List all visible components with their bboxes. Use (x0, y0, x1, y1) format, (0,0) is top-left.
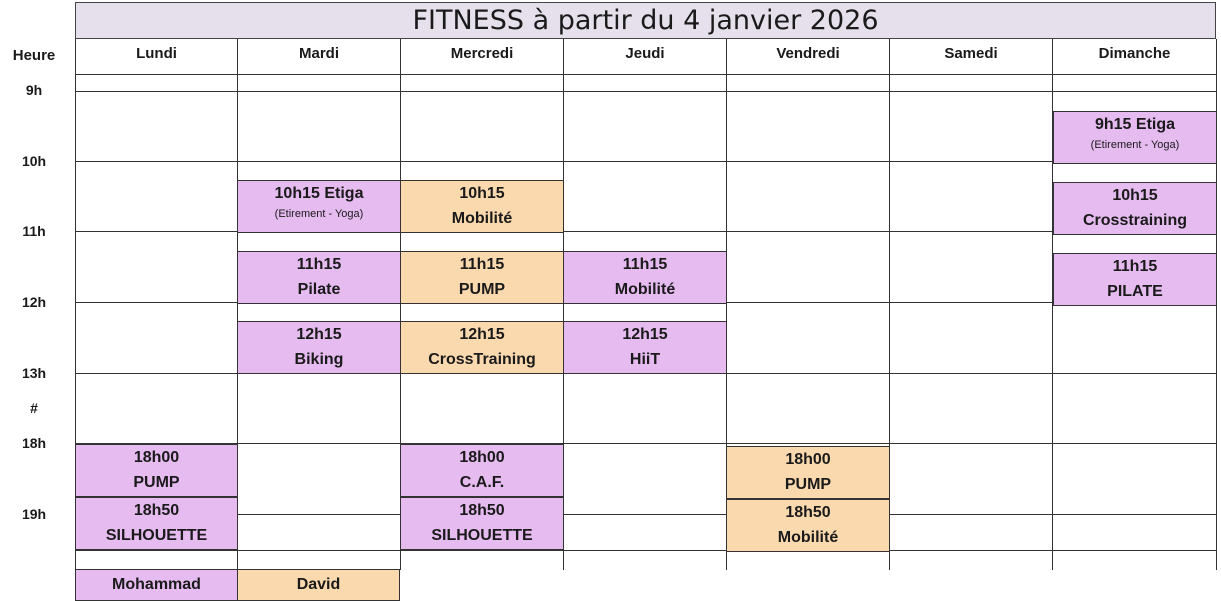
hour-label: 10h (21, 153, 47, 169)
day-header-samedi: Samedi (944, 45, 998, 62)
day-header-vendredi: Vendredi (776, 45, 840, 62)
session-time: 18h50 (459, 502, 505, 519)
session-name: CrossTraining (428, 351, 536, 368)
session-time: 10h15 Etiga (274, 185, 364, 202)
grid-hline (75, 443, 1216, 444)
session-name: SILHOUETTE (105, 527, 208, 544)
hour-label: 12h (21, 294, 47, 310)
session-time: 18h00 (459, 449, 505, 466)
day-header-mardi: Mardi (298, 45, 339, 62)
session-block[interactable] (726, 446, 890, 499)
session-name: C.A.F. (459, 474, 505, 491)
session-block[interactable] (237, 321, 401, 374)
session-name: HiiT (629, 351, 661, 368)
session-time: 10h15 (459, 185, 505, 202)
session-time: 11h15 (622, 256, 668, 273)
session-name: Mobilité (777, 529, 839, 546)
session-block[interactable] (400, 497, 564, 550)
hour-label: 11h (22, 223, 46, 239)
session-name: Crosstraining (1082, 212, 1187, 229)
session-name: PILATE (1107, 283, 1163, 300)
hour-label: 13h (21, 365, 47, 381)
session-block[interactable] (1053, 182, 1217, 235)
hour-label: 9h (25, 82, 43, 98)
session-name: Mobilité (451, 210, 513, 227)
grid-hline (75, 161, 1216, 162)
session-time: 10h15 (1112, 187, 1158, 204)
session-time: 18h50 (133, 502, 180, 519)
hour-label: 19h (21, 506, 47, 522)
coach-legend-david: David (237, 569, 400, 601)
session-name: PUMP (784, 476, 832, 493)
session-time: 11h15 (296, 256, 342, 273)
session-block[interactable] (726, 499, 890, 552)
hour-column-header: Heure (12, 47, 56, 64)
session-name: Mobilité (614, 281, 676, 298)
session-time: 11h15 (459, 256, 505, 273)
day-header-jeudi: Jeudi (625, 45, 665, 62)
coach-legend-mohammad: Mohammad (75, 569, 238, 601)
day-header-dimanche: Dimanche (1098, 45, 1171, 62)
session-time: 12h15 (459, 326, 505, 343)
session-time: 18h00 (785, 451, 831, 468)
grid-hline (75, 550, 1216, 551)
grid-hline (75, 74, 1216, 75)
session-name: PUMP (133, 474, 180, 491)
session-block[interactable] (400, 321, 564, 374)
session-block[interactable] (237, 180, 401, 233)
session-subtitle: (Etirement - Yoga) (1090, 139, 1180, 151)
session-time: 18h00 (133, 449, 180, 466)
session-block[interactable] (400, 444, 564, 497)
session-block[interactable] (563, 251, 727, 304)
session-time: 12h15 (296, 326, 342, 343)
session-time: 9h15 Etiga (1094, 116, 1176, 133)
hour-label: # (30, 400, 38, 416)
session-name: Biking (294, 351, 344, 368)
schedule-title: FITNESS à partir du 4 janvier 2026 (75, 2, 1216, 39)
session-name: SILHOUETTE (431, 527, 533, 544)
session-block[interactable] (563, 321, 727, 374)
day-header-lundi: Lundi (136, 45, 177, 62)
session-name: PUMP (458, 281, 506, 298)
session-subtitle: (Etirement - Yoga) (274, 208, 364, 220)
session-block[interactable] (1053, 253, 1217, 306)
grid-hline (75, 514, 1216, 515)
session-time: 12h15 (622, 326, 668, 343)
session-time: 11h15 (1112, 258, 1158, 275)
session-block[interactable] (237, 251, 401, 304)
session-block[interactable] (400, 251, 564, 304)
session-block[interactable] (1053, 111, 1217, 164)
session-block[interactable] (400, 180, 564, 233)
day-header-mercredi: Mercredi (450, 45, 514, 62)
session-time: 18h50 (785, 504, 831, 521)
session-block[interactable] (75, 497, 238, 550)
hour-label: 18h (21, 435, 47, 451)
session-name: Pilate (297, 281, 341, 298)
grid-hline (75, 91, 1216, 92)
session-block[interactable] (75, 444, 238, 497)
